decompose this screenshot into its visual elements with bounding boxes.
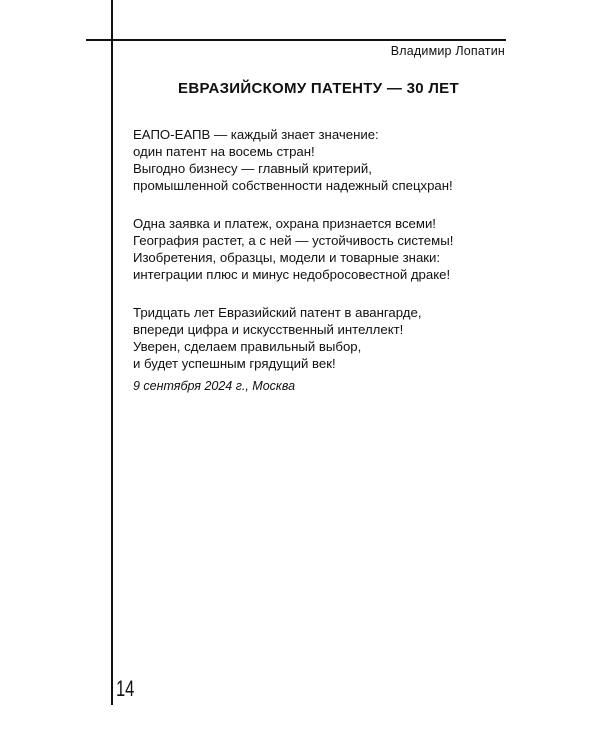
author-name: Владимир Лопатин: [390, 44, 505, 58]
poem-title: ЕВРАЗИЙСКОМУ ПАТЕНТУ — 30 ЛЕТ: [178, 80, 459, 97]
poem-line: Изобретения, образцы, модели и товарные знаки:: [133, 250, 441, 265]
poem-line: и будет успешным грядущий век!: [133, 356, 336, 371]
stanza-3: [133, 304, 503, 372]
page-number: 14: [116, 676, 135, 701]
vertical-rule: [111, 0, 113, 705]
stanza-2: [133, 215, 503, 283]
dateline: 9 сентября 2024 г., Москва: [133, 379, 296, 393]
poem-line: Одна заявка и платеж, охрана признается всеми!: [133, 216, 436, 231]
horizontal-rule: [86, 39, 506, 41]
poem-line: один патент на восемь стран!: [133, 144, 315, 159]
poem-line: Уверен, сделаем правильный выбор,: [133, 339, 362, 354]
poem-line: География растет, а с ней — устойчивость системы!: [133, 233, 454, 248]
stanza-1: [133, 126, 503, 194]
poem-body: [133, 126, 503, 395]
poem-line: ЕАПО-ЕАПВ — каждый знает значение:: [133, 127, 379, 142]
poem-line: интеграции плюс и минус недобросовестной драке!: [133, 267, 451, 282]
poem-line: впереди цифра и искусственный интеллект!: [133, 322, 404, 337]
poem-line: промышленной собственности надежный спецхран!: [133, 178, 453, 193]
poem-line: Выгодно бизнесу — главный критерий,: [133, 161, 372, 176]
poem-line: Тридцать лет Евразийский патент в авангарде,: [133, 305, 422, 320]
